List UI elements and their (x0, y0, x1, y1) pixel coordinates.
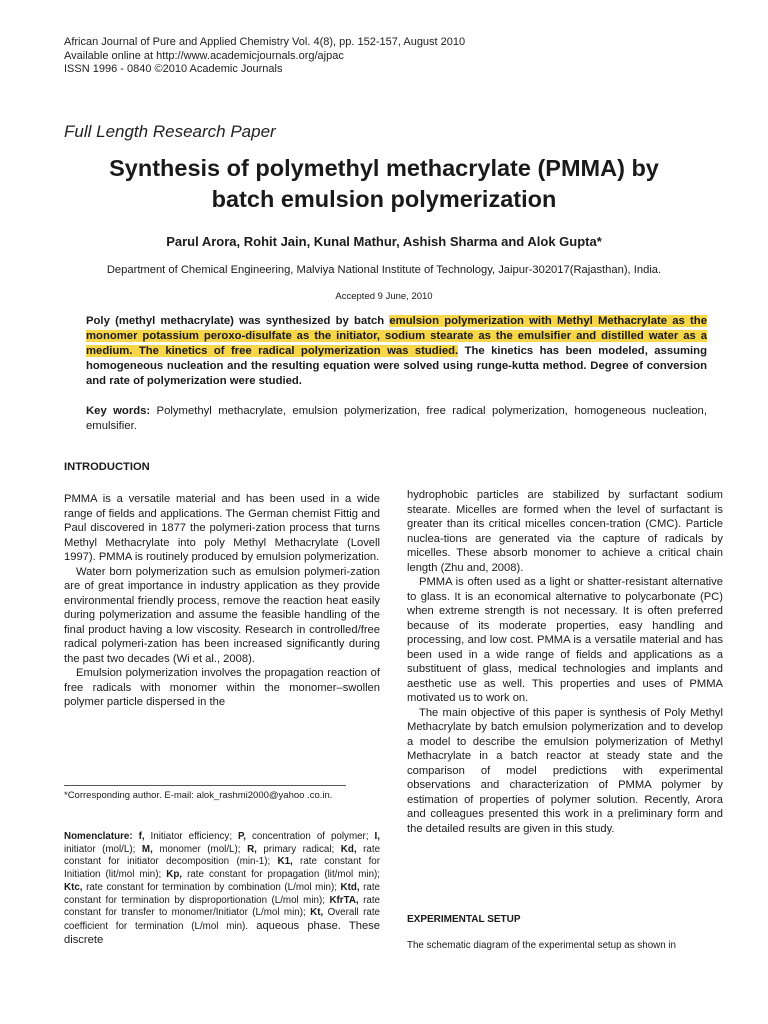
nomenclature-description: rate constant for termination by combination (L/mol min); (82, 881, 341, 893)
nomenclature-symbol: M, (141, 843, 153, 855)
author-list: Parul Arora, Rohit Jain, Kunal Mathur, Ashish Sharma and Alok Gupta* (166, 234, 602, 249)
nomenclature-symbol: I, (374, 831, 380, 842)
nomenclature-description: monomer (mol/L); (152, 843, 248, 855)
abstract-highlight: emulsion polymerization with Methyl Methacrylate as the monomer potassium peroxo-disulfate as the initiator, sodium stearate as the emulsifier and distilled water as a medium. The kinetics of free radical polymerization was studied. (86, 315, 707, 357)
keywords-text: Polymethyl methacrylate, emulsion polymerization, free radical polymerization, homogeneous nucleation, emulsifier. (86, 405, 707, 432)
accepted-date: Accepted 9 June, 2010 (335, 291, 433, 302)
nomenclature-description: rate constant for transfer to monomer/Initiator (L/mol min); (64, 894, 381, 919)
nomenclature-description: initiator (mol/L); (64, 843, 142, 855)
nomenclature-description: rate constant for propagation (lit/mol min); (182, 869, 381, 881)
intro-paragraph-3: Emulsion polymerization involves the propagation reaction of free radicals with monomer within the monomer–swollen polymer particle dispersed in the (64, 667, 380, 708)
paper-title (60, 153, 708, 215)
intro-paragraph-6: The main objective of this paper is synthesis of Poly Methyl Methacrylate by batch emulsion polymerization and to develop a model to describe the emulsion polymerization of Methyl Methacrylate in a batch reactor at steady state and the comparison of model predictions with experimental observations and characterization of PMMA polymer by estimation of properties of polymer solution. Recently, Arora and colleagues presented this work in a preliminary form and the detailed results are given in this study. (407, 706, 723, 835)
nomenclature-description: rate constant for termination by disproportionation (L/mol min); (64, 881, 380, 906)
nomenclature-description: Initiator efficiency; (144, 831, 239, 842)
abstract-part-1: Poly (methyl methacrylate) was synthesized by batch (86, 315, 390, 327)
experimental-setup-heading: EXPERIMENTAL SETUP (407, 914, 521, 925)
nomenclature-symbol: Ktc, (64, 881, 83, 893)
nomenclature-symbol: Kp, (166, 869, 183, 881)
nomenclature-symbol: KfrTA, (329, 894, 359, 906)
paper-type: Full Length Research Paper (64, 122, 276, 141)
nomenclature (64, 831, 380, 947)
right-column (407, 488, 723, 836)
intro-paragraph-4: hydrophobic particles are stabilized by surfactant sodium stearate. Micelles are formed when the level of surfactant is greater than its critical micelles concen-tration (CMC). Particle nuclea-tions are generated via the capture of radicals by micelles. These absorb monomer to achieve a critical chain length (Zhu and, 2008). (407, 489, 723, 574)
corresponding-author-footnote: *Corresponding author. E-mail: alok_rashmi2000@yahoo .co.in. (64, 790, 333, 801)
nomenclature-symbol: Kt, (310, 907, 324, 919)
paper-title-line-1: Synthesis of polymethyl methacrylate (PMMA) by (109, 155, 659, 181)
nomenclature-description: rate constant for initiator decomposition (min-1); (64, 843, 381, 868)
experimental-setup-text: The schematic diagram of the experimental setup as shown in (407, 940, 677, 951)
nomenclature-symbol: P, (238, 831, 247, 842)
nomenclature-symbol: R, (247, 843, 257, 855)
journal-issn: ISSN 1996 - 0840 ©2010 Academic Journals (64, 63, 283, 75)
nomenclature-symbol: Ktd, (340, 881, 360, 893)
nomenclature-description: primary radical; (256, 843, 341, 855)
left-column (64, 492, 380, 710)
paper-title-line-2: batch emulsion polymerization (211, 186, 557, 212)
intro-paragraph-2: Water born polymerization such as emulsion polymeri-zation are of great importance in industry application as they provide environmental friendly process, remove the reaction heat easily during polymerization and assume the feasible handling of the final product having a low viscosity. Research in controlled/free radical polymeri-zation has been increased significantly during the past two decades (Wi et al., 2008). (64, 565, 380, 665)
nomenclature-continuation: aqueous phase. These discrete (64, 919, 380, 946)
nomenclature-symbol: K1, (277, 856, 293, 868)
journal-online-link[interactable]: Available online at http://www.academicjournals.org/ajpac (64, 49, 344, 62)
nomenclature-symbol: Kd, (340, 843, 357, 855)
nomenclature-description: Overall rate coefficient for termination (L/mol min). (64, 907, 380, 932)
introduction-heading: INTRODUCTION (64, 461, 150, 473)
nomenclature-label: Nomenclature: (64, 831, 139, 842)
abstract-part-2: The kinetics has been modeled, assuming homogeneous nucleation and the resulting equation were solved using runge-kutta method. Degree of conversion and rate of polymerization were studied. (86, 345, 707, 387)
nomenclature-description: rate constant for Initiation (lit/mol min); (64, 856, 381, 881)
keywords-label: Key words: (86, 405, 151, 417)
nomenclature-symbol: f, (138, 831, 145, 842)
abstract (86, 314, 707, 389)
footnote-divider (64, 785, 346, 786)
intro-paragraph-5: PMMA is often used as a light or shatter-resistant alternative to glass. It is an economical alternative to polycarbonate (PC) when extreme strength is not necessary. It is often preferred because of its moderate properties, easy handling and processing, and low cost. PMMA is a versatile material and has been used in a wide range of fields and applications as a substituent of glass, medical technologies and implants and aesthetic use as well. This properties and uses of PMMA motivated us to work on. (407, 576, 723, 704)
nomenclature-items (64, 831, 380, 932)
nomenclature-description: concentration of polymer; (246, 831, 375, 842)
journal-citation: African Journal of Pure and Applied Chemistry Vol. 4(8), pp. 152-157, August 2010 (64, 36, 466, 48)
intro-paragraph-1: PMMA is a versatile material and has been used in a wide range of fields and applications. The German chemist Fittig and Paul discovered in 1877 the polymeri-zation process that turns Methyl Methacrylate into poly Methyl Methacrylate (Lovell 1997). PMMA is routinely produced by emulsion polymerization. (64, 493, 380, 563)
keywords (86, 404, 707, 434)
journal-header (64, 36, 465, 77)
author-affiliation: Department of Chemical Engineering, Malviya National Institute of Technology, Jaipur-302017(Rajasthan), India. (106, 264, 662, 276)
